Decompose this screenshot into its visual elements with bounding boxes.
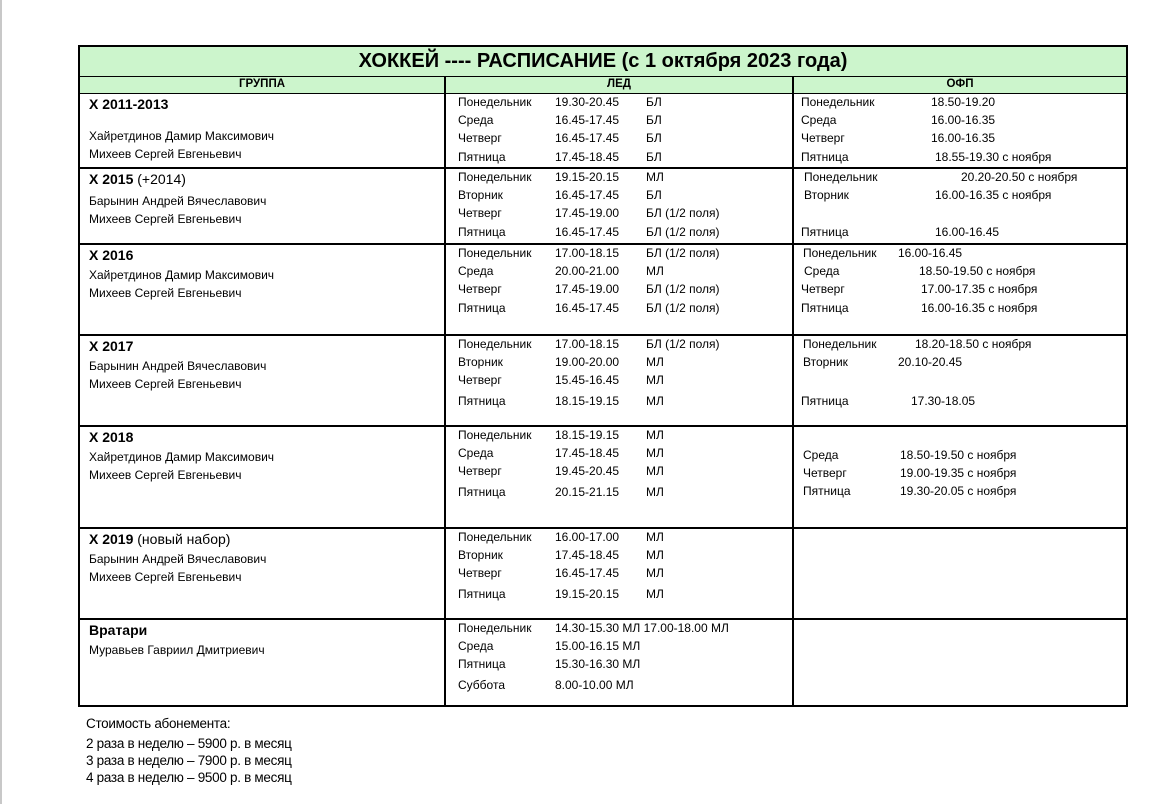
ice-type: МЛ xyxy=(646,464,664,478)
ice-day: Суббота xyxy=(458,678,505,692)
coach-name: Барынин Андрей Вячеславович xyxy=(89,194,267,208)
ice-time: 19.45-20.45 xyxy=(555,464,620,478)
ofp-cell xyxy=(793,426,1127,528)
ice-day: Четверг xyxy=(458,282,502,296)
ice-time: 16.45-17.45 xyxy=(555,130,620,145)
ofp-day: Среда xyxy=(804,264,840,278)
ofp-day: Понедельник xyxy=(801,94,875,109)
group-title xyxy=(89,171,444,187)
coach-name: Хайретдинов Дамир Максимович xyxy=(89,268,275,282)
ice-cell xyxy=(445,335,793,426)
ofp-time: 16.00-16.35 с ноября xyxy=(935,188,1052,202)
ice-type: МЛ xyxy=(646,587,664,601)
ice-type: БЛ xyxy=(646,130,662,145)
ice-day: Четверг xyxy=(458,464,502,478)
ofp-day: Пятница xyxy=(803,484,851,498)
group-row xyxy=(79,244,1127,335)
schedule-table xyxy=(78,45,1128,707)
ice-day: Четверг xyxy=(458,566,502,580)
ice-time: 16.45-17.45 xyxy=(555,112,620,127)
coach-name: Барынин Андрей Вячеславович xyxy=(89,359,267,373)
ice-day: Понедельник xyxy=(458,337,532,351)
group-title xyxy=(89,96,444,112)
group-cell xyxy=(79,335,445,426)
pricing-block xyxy=(86,715,292,786)
ofp-time: 18.50-19.50 с ноября xyxy=(900,448,1017,462)
ofp-day: Пятница xyxy=(801,225,849,239)
ice-time: 17.45-18.45 xyxy=(555,149,620,164)
group-name: Х 2017 xyxy=(89,338,134,354)
ofp-cell xyxy=(793,244,1127,335)
ice-type: БЛ xyxy=(646,188,662,202)
ofp-day: Вторник xyxy=(803,355,848,369)
coach-name: Хайретдинов Дамир Максимович xyxy=(89,450,275,464)
coach-name: Михеев Сергей Евгеньевич xyxy=(89,468,242,482)
ice-cell xyxy=(445,244,793,335)
ofp-time: 18.50-19.50 с ноября xyxy=(919,264,1036,278)
ice-time: 19.00-20.00 xyxy=(555,355,620,369)
ice-time: 16.45-17.45 xyxy=(555,301,620,315)
ofp-day: Среда xyxy=(801,112,837,127)
ofp-time: 20.10-20.45 xyxy=(898,355,963,369)
ice-day: Четверг xyxy=(458,130,502,145)
ofp-cell xyxy=(793,335,1127,426)
group-name: Х 2018 xyxy=(89,429,134,445)
ofp-day: Вторник xyxy=(804,188,849,202)
coach-name: Михеев Сергей Евгеньевич xyxy=(89,212,242,226)
ofp-time: 18.55-19.30 с ноября xyxy=(935,149,1052,164)
ofp-cell xyxy=(793,528,1127,619)
pricing-line: 3 раза в неделю – 7900 р. в месяц xyxy=(86,753,292,768)
ice-type: МЛ xyxy=(646,446,664,460)
ofp-day: Пятница xyxy=(801,394,849,408)
ofp-day: Четверг xyxy=(801,282,845,296)
group-title xyxy=(89,531,444,547)
ice-day: Вторник xyxy=(458,188,503,202)
ice-time: 17.45-19.00 xyxy=(555,206,620,220)
group-cell xyxy=(79,619,445,706)
ice-type: БЛ (1/2 поля) xyxy=(646,206,720,220)
ice-type: МЛ xyxy=(646,355,664,369)
ofp-time: 20.20-20.50 с ноября xyxy=(961,170,1078,184)
ice-time: 18.15-19.15 xyxy=(555,394,620,408)
ofp-day: Пятница xyxy=(801,149,849,164)
ofp-day: Пятница xyxy=(801,301,849,315)
ofp-cell xyxy=(793,168,1127,244)
ice-type: БЛ xyxy=(646,94,662,109)
ice-time: 19.30-20.45 xyxy=(555,94,620,109)
ofp-time: 17.00-17.35 с ноября xyxy=(921,282,1038,296)
title-row xyxy=(79,46,1127,76)
coach-name: Михеев Сергей Евгеньевич xyxy=(89,146,242,161)
column-header-ice: ЛЕД xyxy=(445,76,793,93)
ice-time: 17.45-18.45 xyxy=(555,446,620,460)
coach-name: Михеев Сергей Евгеньевич xyxy=(89,286,242,300)
ice-day: Среда xyxy=(458,112,494,127)
ice-day: Вторник xyxy=(458,355,503,369)
ice-time: 17.00-18.15 xyxy=(555,337,620,351)
ice-type: МЛ xyxy=(646,566,664,580)
ofp-time: 18.20-18.50 с ноября xyxy=(915,337,1032,351)
ofp-time: 16.00-16.45 xyxy=(898,246,963,260)
group-cell xyxy=(79,168,445,244)
ice-time: 17.45-19.00 xyxy=(555,282,620,296)
ice-time: 20.15-21.15 xyxy=(555,485,620,499)
group-note: (+2014) xyxy=(133,171,186,187)
ice-cell xyxy=(445,528,793,619)
ice-day: Пятница xyxy=(458,301,506,315)
ice-type: БЛ xyxy=(646,112,662,127)
ice-type: БЛ (1/2 поля) xyxy=(646,246,720,260)
group-title xyxy=(89,622,444,638)
ofp-time: 19.00-19.35 с ноября xyxy=(900,466,1017,480)
schedule-title: ХОККЕЙ ---- РАСПИСАНИЕ (с 1 октября 2023 года) xyxy=(79,46,1127,76)
ice-type: БЛ (1/2 поля) xyxy=(646,301,720,315)
group-row xyxy=(79,168,1127,244)
group-cell xyxy=(79,93,445,168)
group-note: (новый набор) xyxy=(133,531,231,547)
header-row xyxy=(79,76,1127,93)
ice-time: 16.00-17.00 xyxy=(555,530,620,544)
ice-time: 16.45-17.45 xyxy=(555,188,620,202)
ice-type: МЛ xyxy=(646,548,664,562)
group-row xyxy=(79,426,1127,528)
ofp-cell xyxy=(793,93,1127,168)
ice-day: Понедельник xyxy=(458,621,532,635)
ofp-time: 18.50-19.20 xyxy=(931,94,996,109)
ice-time: 17.45-18.45 xyxy=(555,548,620,562)
ofp-day: Четверг xyxy=(801,130,845,145)
group-row xyxy=(79,335,1127,426)
ice-day: Пятница xyxy=(458,394,506,408)
ofp-day: Понедельник xyxy=(803,337,877,351)
ice-time: 16.45-17.45 xyxy=(555,566,620,580)
ice-cell xyxy=(445,619,793,706)
ice-day: Понедельник xyxy=(458,170,532,184)
ofp-time: 19.30-20.05 с ноября xyxy=(900,484,1017,498)
ice-day: Пятница xyxy=(458,149,506,164)
ofp-day: Среда xyxy=(803,448,839,462)
ice-day: Понедельник xyxy=(458,428,532,442)
ice-day: Пятница xyxy=(458,587,506,601)
ofp-time: 16.00-16.35 xyxy=(931,130,996,145)
ice-type: МЛ xyxy=(646,264,664,278)
ice-day: Понедельник xyxy=(458,94,532,109)
ice-cell xyxy=(445,93,793,168)
coach-name: Хайретдинов Дамир Максимович xyxy=(89,128,275,143)
ice-time: 18.15-19.15 xyxy=(555,428,620,442)
group-name: Х 2015 xyxy=(89,171,134,187)
ofp-time: 16.00-16.35 xyxy=(931,112,996,127)
coach-name: Михеев Сергей Евгеньевич xyxy=(89,570,242,584)
page-left-border xyxy=(0,0,2,804)
ice-day: Понедельник xyxy=(458,246,532,260)
ice-type: МЛ xyxy=(646,170,664,184)
group-name: Х 2011-2013 xyxy=(89,95,169,112)
ice-type: МЛ xyxy=(646,394,664,408)
ice-time: 15.30-16.30 МЛ xyxy=(555,657,641,671)
ice-day: Пятница xyxy=(458,225,506,239)
ice-type: БЛ (1/2 поля) xyxy=(646,337,720,351)
ofp-time: 17.30-18.05 xyxy=(911,394,976,408)
ice-type: МЛ xyxy=(646,530,664,544)
group-title xyxy=(89,338,444,354)
ofp-day: Понедельник xyxy=(804,170,878,184)
coach-name: Барынин Андрей Вячеславович xyxy=(89,552,267,566)
group-cell xyxy=(79,426,445,528)
ice-day: Четверг xyxy=(458,373,502,387)
group-name: Вратари xyxy=(89,622,148,638)
ice-day: Пятница xyxy=(458,657,506,671)
ice-day: Вторник xyxy=(458,548,503,562)
group-cell xyxy=(79,244,445,335)
ice-type: БЛ (1/2 поля) xyxy=(646,225,720,239)
ice-time: 20.00-21.00 xyxy=(555,264,620,278)
ice-time: 15.45-16.45 xyxy=(555,373,620,387)
ice-day: Среда xyxy=(458,639,494,653)
group-title xyxy=(89,429,444,445)
group-row xyxy=(79,528,1127,619)
ice-time: 14.30-15.30 МЛ 17.00-18.00 МЛ xyxy=(555,621,729,635)
group-title xyxy=(89,247,444,263)
column-header-group: ГРУППА xyxy=(79,76,445,93)
ice-cell xyxy=(445,168,793,244)
group-cell xyxy=(79,528,445,619)
ice-day: Среда xyxy=(458,446,494,460)
ice-day: Четверг xyxy=(458,206,502,220)
ice-day: Пятница xyxy=(458,485,506,499)
pricing-line: 4 раза в неделю – 9500 р. в месяц xyxy=(86,770,292,785)
ofp-cell xyxy=(793,619,1127,706)
column-header-ofp: ОФП xyxy=(793,76,1127,93)
ice-time: 19.15-20.15 xyxy=(555,587,620,601)
ice-day: Среда xyxy=(458,264,494,278)
ofp-time: 16.00-16.35 с ноября xyxy=(921,301,1038,315)
ice-time: 16.45-17.45 xyxy=(555,225,620,239)
pricing-line: 2 раза в неделю – 5900 р. в месяц xyxy=(86,736,292,751)
ice-cell xyxy=(445,426,793,528)
ice-type: БЛ xyxy=(646,149,662,164)
ice-time: 8.00-10.00 МЛ xyxy=(555,678,634,692)
group-row xyxy=(79,93,1127,168)
ofp-day: Понедельник xyxy=(803,246,877,260)
ofp-day: Четверг xyxy=(803,466,847,480)
ice-type: МЛ xyxy=(646,485,664,499)
ice-type: МЛ xyxy=(646,428,664,442)
ice-type: МЛ xyxy=(646,373,664,387)
pricing-heading: Стоимость абонемента: xyxy=(86,716,231,731)
ice-day: Понедельник xyxy=(458,530,532,544)
ice-type: БЛ (1/2 поля) xyxy=(646,282,720,296)
coach-name: Михеев Сергей Евгеньевич xyxy=(89,377,242,391)
ice-time: 15.00-16.15 МЛ xyxy=(555,639,641,653)
group-name: Х 2019 xyxy=(89,531,134,547)
group-row xyxy=(79,619,1127,706)
ice-time: 17.00-18.15 xyxy=(555,246,620,260)
ofp-time: 16.00-16.45 xyxy=(935,225,1000,239)
group-name: Х 2016 xyxy=(89,247,134,263)
ice-time: 19.15-20.15 xyxy=(555,170,620,184)
coach-name: Муравьев Гавриил Дмитриевич xyxy=(89,643,265,657)
